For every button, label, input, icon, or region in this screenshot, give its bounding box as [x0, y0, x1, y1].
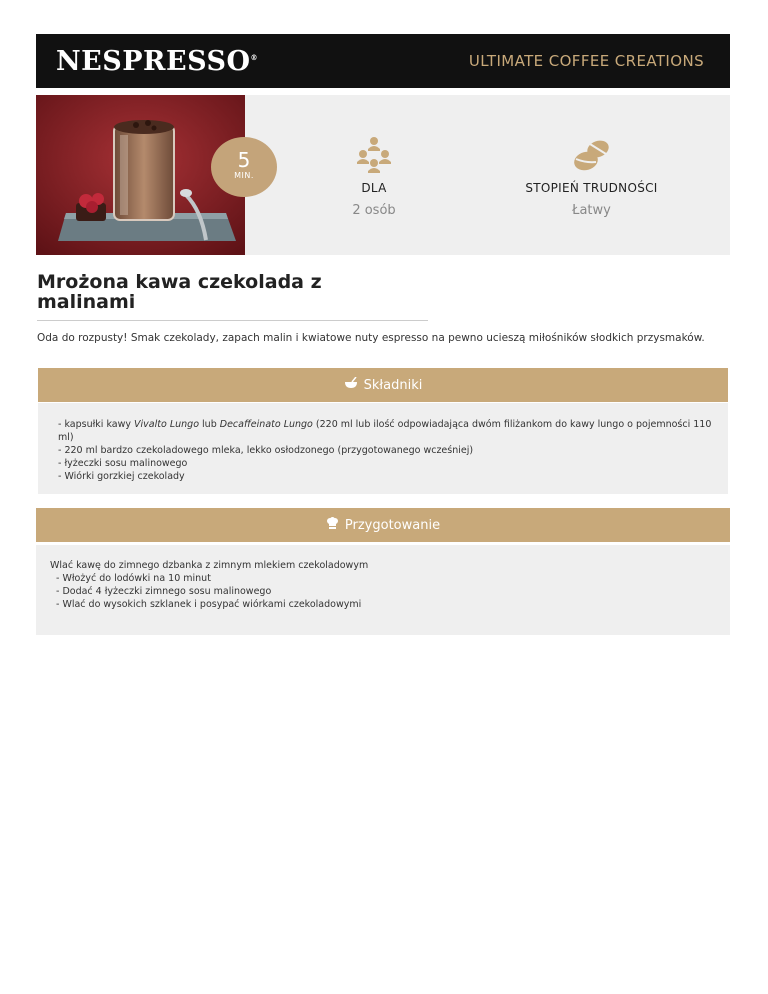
list-item: - Włożyć do lodówki na 10 minut	[56, 573, 211, 584]
preparation-heading: Przygotowanie	[344, 517, 441, 533]
title-divider	[37, 320, 428, 321]
ingredients-list	[38, 403, 728, 494]
ingredients-heading: Składniki	[363, 377, 423, 393]
list-item: - kapsułki kawy Vivalto Lungo lub Decaffeinato Lungo (220 ml lub ilość odpowiadająca dwóm filiżankom do kawy lungo o pojemności 110 ml)	[58, 419, 712, 443]
servings-label: DLA	[361, 181, 387, 195]
servings-value: 2 osób	[352, 203, 396, 218]
difficulty-stat	[500, 135, 683, 218]
list-item: - Dodać 4 łyżeczki zimnego sosu malinowego	[56, 586, 272, 597]
header-tagline: ULTIMATE COFFEE CREATIONS	[468, 52, 704, 70]
people-icon	[324, 135, 424, 175]
coffee-beans-icon	[500, 135, 683, 175]
preparation-steps	[36, 545, 730, 635]
list-item: - Wlać do wysokich szklanek i posypać wiórkami czekoladowymi	[56, 599, 362, 610]
prep-time-unit: MIN.	[234, 171, 254, 180]
list-item: - łyżeczki sosu malinowego	[58, 458, 188, 469]
servings-stat	[324, 135, 424, 218]
prep-time-value: 5	[237, 148, 251, 172]
recipe-intro: Oda do rozpusty! Smak czekolady, zapach malin i kwiatowe nuty espresso na pewno ucieszą miłośników słodkich przysmaków.	[37, 332, 705, 344]
list-item: - Wiórki gorzkiej czekolady	[58, 471, 185, 482]
ingredients-header	[38, 368, 728, 402]
nespresso-logo: NESPRESSO®	[56, 46, 259, 77]
bowl-icon	[344, 377, 358, 393]
list-item: - 220 ml bardzo czekoladowego mleka, lekko osłodzonego (przygotowanego wcześniej)	[58, 445, 474, 456]
preparation-header	[36, 508, 730, 542]
preparation-lead: Wlać kawę do zimnego dzbanka z zimnym mlekiem czekoladowym	[50, 560, 369, 571]
difficulty-value: Łatwy	[572, 203, 611, 218]
recipe-title: Mrożona kawa czekolada z malinami	[37, 271, 322, 313]
prep-time-badge	[211, 137, 277, 197]
header-banner	[36, 34, 730, 88]
difficulty-label: STOPIEŃ TRUDNOŚCI	[525, 181, 658, 195]
chef-hat-icon	[326, 517, 339, 533]
